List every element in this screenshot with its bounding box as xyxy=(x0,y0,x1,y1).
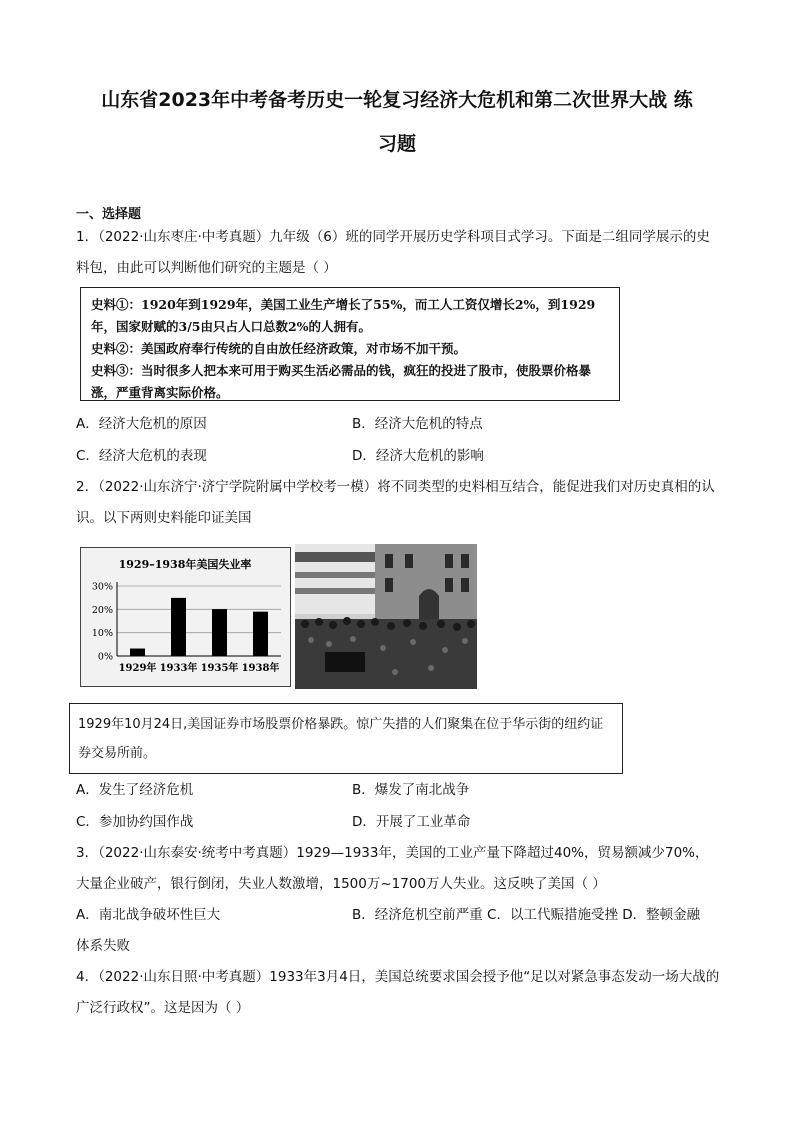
section-heading: 一、选择题 xyxy=(76,207,142,222)
source-material-3: 史料③：当时很多人把本来可用于购买生活必需品的钱，疯狂的投进了股市，使股票价格暴涨，严重背离实际价格。 xyxy=(91,363,592,400)
question-2-stem: 2．（2022·山东济宁·济宁学院附属中学校考一模）将不同类型的史料相互结合，能促进我们对历史真相的认识。以下两则史料能印证美国 xyxy=(76,479,715,526)
photo-caption: 1929年10月24日,美国证券市场股票价格暴跌。惊广失措的人们聚集在位于华示街的纽约证券交易所前。 xyxy=(78,717,604,761)
chart-y-tick-label: 30% xyxy=(91,581,113,593)
document-title xyxy=(70,78,724,166)
question-3-stem: 3．（2022·山东泰安·统考中考真题）1929—1933年，美国的工业产量下降超过40%，贸易额减少70%，大量企业破产，银行倒闭，失业人数激增，1500万~1700万人失业。这反映了美国（ ） xyxy=(76,845,709,892)
source-materials-box xyxy=(80,287,620,401)
chart-x-tick-label: 1935年 xyxy=(200,663,239,674)
q2-option-c[interactable]: C．参加协约国作战 xyxy=(76,814,194,830)
q1-option-d[interactable]: D．经济大危机的影响 xyxy=(352,448,484,464)
chart-x-tick-label: 1929年 xyxy=(118,663,157,674)
q2-option-b[interactable]: B．爆发了南北战争 xyxy=(352,782,470,798)
source-material-1: 史料①：1920年到1929年，美国工业生产增长了55%，而工人工资仅增长2%，到1929年，国家财赋的3/5由只占人口总数2%的人拥有。 xyxy=(91,297,596,334)
q1-option-c[interactable]: C．经济大危机的表现 xyxy=(76,448,207,464)
chart-bar xyxy=(212,609,227,656)
chart-x-tick-label: 1938年 xyxy=(241,663,280,674)
q1-option-b[interactable]: B．经济大危机的特点 xyxy=(352,416,483,432)
chart-y-tick-label: 20% xyxy=(91,604,113,616)
unemployment-chart xyxy=(80,547,291,687)
q3-options-bcd[interactable]: B．经济危机空前严重 C．以工代赈措施受挫 D．整顿金融 xyxy=(352,907,701,923)
question-4-stem: 4．（2022·山东日照·中考真题）1933年3月4日，美国总统要求国会授予他“足以对紧急事态发动一场大战的广泛行政权”。这是因为（ ） xyxy=(76,969,720,1016)
unemployment-chart-svg xyxy=(81,548,290,686)
q2-option-a[interactable]: A．发生了经济危机 xyxy=(76,782,194,798)
source-material-2: 史料②：美国政府奉行传统的自由放任经济政策，对市场不加干预。 xyxy=(91,341,467,356)
chart-title: 1929–1938年美国失业率 xyxy=(118,558,252,571)
chart-bar xyxy=(253,612,268,656)
title-line-1: 山东省2023年中考备考历史一轮复习经济大危机和第二次世界大战 练 xyxy=(101,89,693,111)
q1-option-a[interactable]: A．经济大危机的原因 xyxy=(76,416,207,432)
stock-exchange-crowd-photo xyxy=(295,544,477,689)
chart-x-tick-label: 1933年 xyxy=(159,663,198,674)
q3-option-d-wrap: 体系失败 xyxy=(76,938,130,954)
title-line-2: 习题 xyxy=(377,133,416,155)
q2-option-d[interactable]: D．开展了工业革命 xyxy=(352,814,471,830)
chart-bar xyxy=(130,649,145,656)
chart-bar xyxy=(171,598,186,656)
question-1-stem: 1．（2022·山东枣庄·中考真题）九年级（6）班的同学开展历史学科项目式学习。下面是二组同学展示的史料包，由此可以判断他们研究的主题是（ ） xyxy=(76,229,710,276)
photo-caption-box xyxy=(69,703,623,774)
chart-y-tick-label: 10% xyxy=(91,628,113,640)
q3-option-a[interactable]: A．南北战争破坏性巨大 xyxy=(76,907,221,923)
chart-y-tick-label: 0% xyxy=(97,651,113,663)
